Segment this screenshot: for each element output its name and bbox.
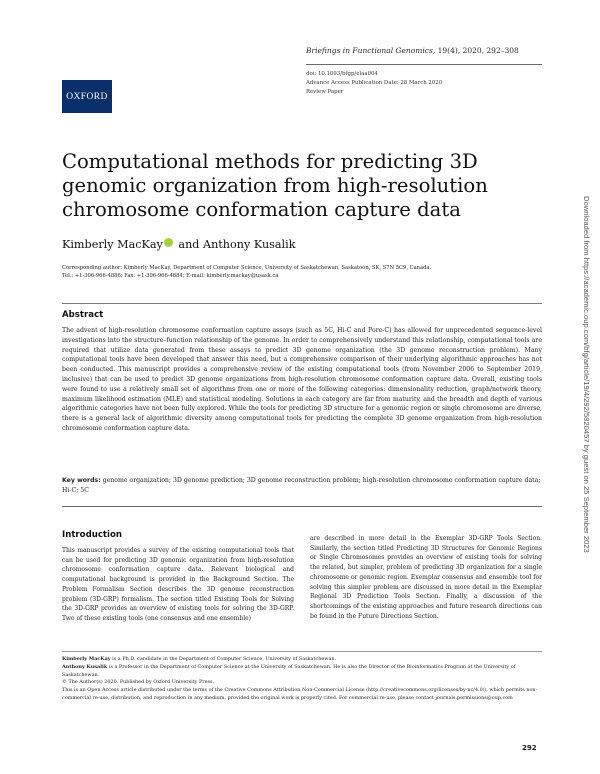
license: This is an Open Access article distributed under the terms of the Creative Commons Attribution Non-Commercial License (http://creativecommons.org/licenses/by-nc/4.0/), which permits non-commercial re-use, distribution, and reproduction in any medium, provided the original work is properly cited. For commercial re-use, please contact journals.permissions@oup.com [62,687,538,701]
keywords-label: Key words: [62,477,101,484]
bio-kusalik-name: Anthony Kusalik [62,663,108,670]
footnote-rule [62,651,542,652]
introduction-heading: Introduction [62,530,123,540]
bio-mackay-text: is a Ph.D. candidate in the Department of Computer Science, University of Saskatchewan. [110,656,337,662]
header-rule [306,64,542,65]
doi[interactable]: doi: 10.1093/bfgp/elaa004 [306,71,378,77]
journal-name: Briefings in Functional Genomics, [306,46,436,55]
orcid-icon[interactable] [164,238,173,247]
advance-access-date: Advance Access Publication Date: 28 March 2020 [306,80,443,86]
publisher-logo: OXFORD [62,80,112,113]
introduction-col-2: are described in more detail in the Exemplar 3D-GRP Tools Section. Similarly, the section titled Predicting 3D Structures for Genomic Regions or Single Chromosomes provides an overview of existing tools for solving the related, but simpler, problem of predicting 3D organization for a single chromosome or genomic region. Exemplar consensus and ensemble tool for solving this simpler problem are discussed in more detail in the Exemplar Regional 3D Prediction Tools Section. Finally, a discussion of the shortcomings of the existing approaches and future research directions can be found in the Future Directions Section. [310,535,542,620]
article-type: Review Paper [306,89,344,95]
bio-mackay-name: Kimberly MacKay [62,656,111,662]
journal-volume: 19(4), 2020, 292–308 [437,46,519,55]
introduction-col-1: This manuscript provides a survey of the existing computational tools that can be used for predicting 3D genomic organization from high-resolution chromosome conformation capture data. Relevant biological and computational background is provided in the Background Section. The Problem Formalism Section describes the 3D genome reconstruction problem (3D-GRP) formalism. The section titled Existing Tools for Solving the 3D-GRP provides an overview of existing tools for solving the 3D-GRP. Two of these existing tools (one consensus and one ensemble) [62,547,294,622]
bio-mackay [62,656,542,664]
page-number: 292 [522,744,537,752]
corresponding-line-1: Corresponding author: Kimberly MacKay, Department of Computer Science, University of Saskatchewan, Saskatoon, SK, S7N 5C9, Canada. [62,265,432,271]
bio-kusalik [62,664,542,680]
corresponding-author [62,264,542,281]
abstract-text: The advent of high-resolution chromosome conformation capture assays (such as 5C, Hi-C and Pore-C) has allowed for unprecedented sequence-level investigations into the structure–function relationship of the genome. In order to comprehensively understand this relationship, computational tools are required that utilize data generated from these assays to predict 3D genome organization (the 3D genome reconstruction problem). Many computational tools have been developed that answer this need, but a comprehensive comparison of their underlying algorithmic approaches has not been conducted. This manuscript provides a comprehensive review of the existing computational tools (from November 2006 to September 2019, inclusive) that can be used to predict 3D genome organizations from high-resolution chromosome conformation capture data. Overall, existing tools were found to use a relatively small set of algorithms from one or more of the following categories: dimensionality reduction, graph/network theory, maximum likelihood estimation (MLE) and statistical modeling. Solutions in each category are far from maturity, and the breadth and depth of various algorithmic categories have not been fully explored. While the tools for predicting 3D structure for a genomic region or single chromosome are diverse, there is a general lack of algorithmic diversity among computational tools for predicting the complete 3D genome organization from high-resolution chromosome conformation capture data. [62,327,542,432]
download-watermark [582,196,592,736]
abstract-divider [62,303,542,304]
keywords [62,476,542,496]
download-note: Downloaded from https://academic.oup.com/bfg/article/19/4/292/5820457 by guest on 25 September 2023 [582,196,591,553]
abstract-end-rule [62,506,542,507]
corresponding-line-2: Tel.: +1-306-966-4886; Fax: +1-306-966-4884; E-mail: kimberly.mackay@usask.ca [62,273,279,280]
author-first: Kimberly MacKay [62,238,163,251]
journal-citation [306,46,519,55]
author-list [62,238,296,251]
article-title: Computational methods for predicting 3D genomic organization from high-resolution chromosome conformation capture data [62,150,488,221]
keywords-text: genome organization; 3D genome prediction; 3D genome reconstruction problem; high-resolution chromosome conformation capture data; Hi-C; 5C [62,477,541,494]
author-rest: and Anthony Kusalik [174,238,296,251]
copyright: © The Author(s) 2020. Published by Oxford University Press. [62,679,215,686]
bio-kusalik-text: is a Professor in the Department of Computer Science at the University of Saskatchewan. He is also the Director of the Bioinformatics Program at the University of Saskatchewan. [62,663,516,678]
footnotes [62,656,542,703]
abstract-heading: Abstract [62,310,104,320]
